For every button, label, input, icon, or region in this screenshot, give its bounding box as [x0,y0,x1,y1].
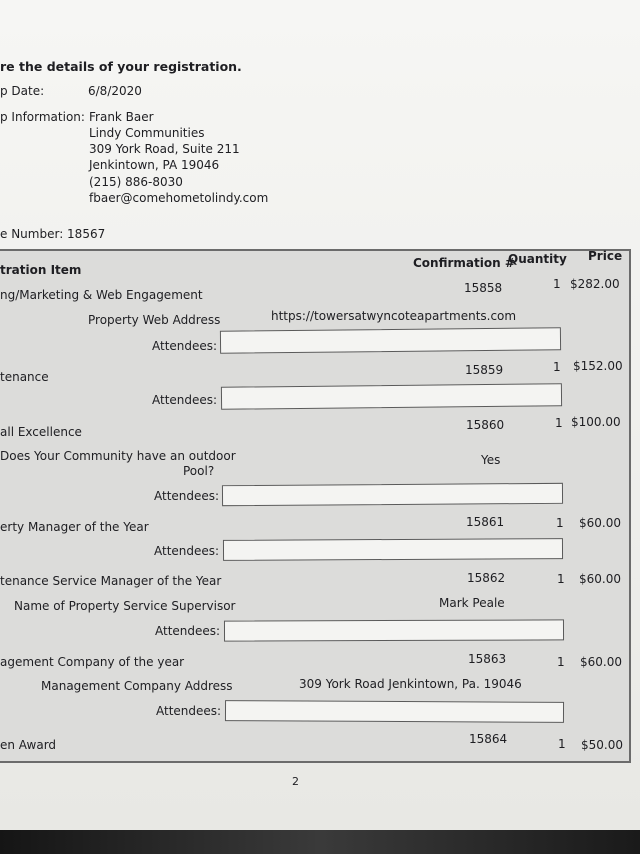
row-5-extra-value: Mark Peale [439,596,505,610]
row-3-confirmation: 15860 [466,418,505,432]
desk-background [0,830,640,854]
row-4-confirmation: 15861 [466,515,505,529]
row-6-item: agement Company of the year [0,655,185,669]
row-2-confirmation: 15859 [465,363,504,377]
row-1-attendees-input[interactable] [220,327,561,354]
row-3-item: all Excellence [0,425,82,439]
row-3-extra-label-line1: Does Your Community have an outdoor [0,449,236,463]
col-header-quantity: Quantity [508,252,567,266]
row-1-attendees-label: Attendees: [152,339,218,353]
row-6-attendees-input[interactable] [225,700,564,723]
row-3-attendees-label: Attendees: [154,489,220,503]
row-5-extra-label: Name of Property Service Supervisor [14,599,236,613]
row-1-item: ng/Marketing & Web Engagement [0,288,203,302]
row-6-confirmation: 15863 [468,652,507,666]
contact-address2: Jenkintown, PA 19046 [89,158,220,172]
row-1-extra-value: https://towersatwyncoteapartments.com [271,309,517,323]
intro-text: re the details of your registration. [0,59,242,74]
col-header-price: Price [588,249,623,263]
row-3-extra-label-line2: Pool? [183,464,215,478]
row-7-confirmation: 15864 [469,732,508,746]
row-6-quantity: 1 [557,655,565,669]
row-5-quantity: 1 [557,572,565,586]
row-6-extra-label: Management Company Address [41,679,233,693]
contact-phone: (215) 886-8030 [89,175,183,189]
row-4-attendees-input[interactable] [223,538,563,561]
row-1-confirmation: 15858 [464,281,503,295]
row-4-attendees-label: Attendees: [154,544,220,558]
row-3-price: $100.00 [571,415,621,429]
row-7-item: en Award [0,738,57,752]
row-6-extra-value: 309 York Road Jenkintown, Pa. 19046 [299,677,522,691]
row-5-confirmation: 15862 [467,571,506,585]
row-3-extra-value: Yes [481,453,501,467]
row-1-extra-label: Property Web Address [88,313,221,327]
date-value: 6/8/2020 [88,84,142,98]
row-2-attendees-input[interactable] [221,383,562,410]
row-2-attendees-label: Attendees: [152,393,218,407]
row-3-attendees-input[interactable] [222,483,563,506]
row-4-item: erty Manager of the Year [0,520,149,534]
date-label: p Date: [0,84,45,98]
row-2-price: $152.00 [573,359,623,373]
col-header-confirmation: Confirmation # [413,256,515,270]
row-3-quantity: 1 [555,416,563,430]
row-6-attendees-label: Attendees: [156,704,222,718]
contact-company: Lindy Communities [89,126,205,140]
row-6-price: $60.00 [580,655,622,669]
row-5-item: tenance Service Manager of the Year [0,574,222,588]
row-1-price: $282.00 [570,277,620,291]
row-4-price: $60.00 [579,516,621,530]
row-5-attendees-label: Attendees: [155,624,221,638]
contact-email: fbaer@comehometolindy.com [89,191,269,205]
row-5-attendees-input[interactable] [224,619,564,641]
row-5-price: $60.00 [579,572,621,586]
row-2-item: tenance [0,370,49,384]
row-7-quantity: 1 [558,737,566,751]
row-7-price: $50.00 [581,738,623,752]
contact-name: Frank Baer [89,110,154,124]
reference-number: e Number: 18567 [0,227,106,241]
row-4-quantity: 1 [556,516,564,530]
row-1-quantity: 1 [553,277,561,291]
page-number: 2 [292,775,299,788]
contact-address1: 309 York Road, Suite 211 [89,142,240,156]
row-2-quantity: 1 [553,360,561,374]
col-header-item: tration Item [0,263,82,277]
info-label: p Information: [0,110,85,124]
